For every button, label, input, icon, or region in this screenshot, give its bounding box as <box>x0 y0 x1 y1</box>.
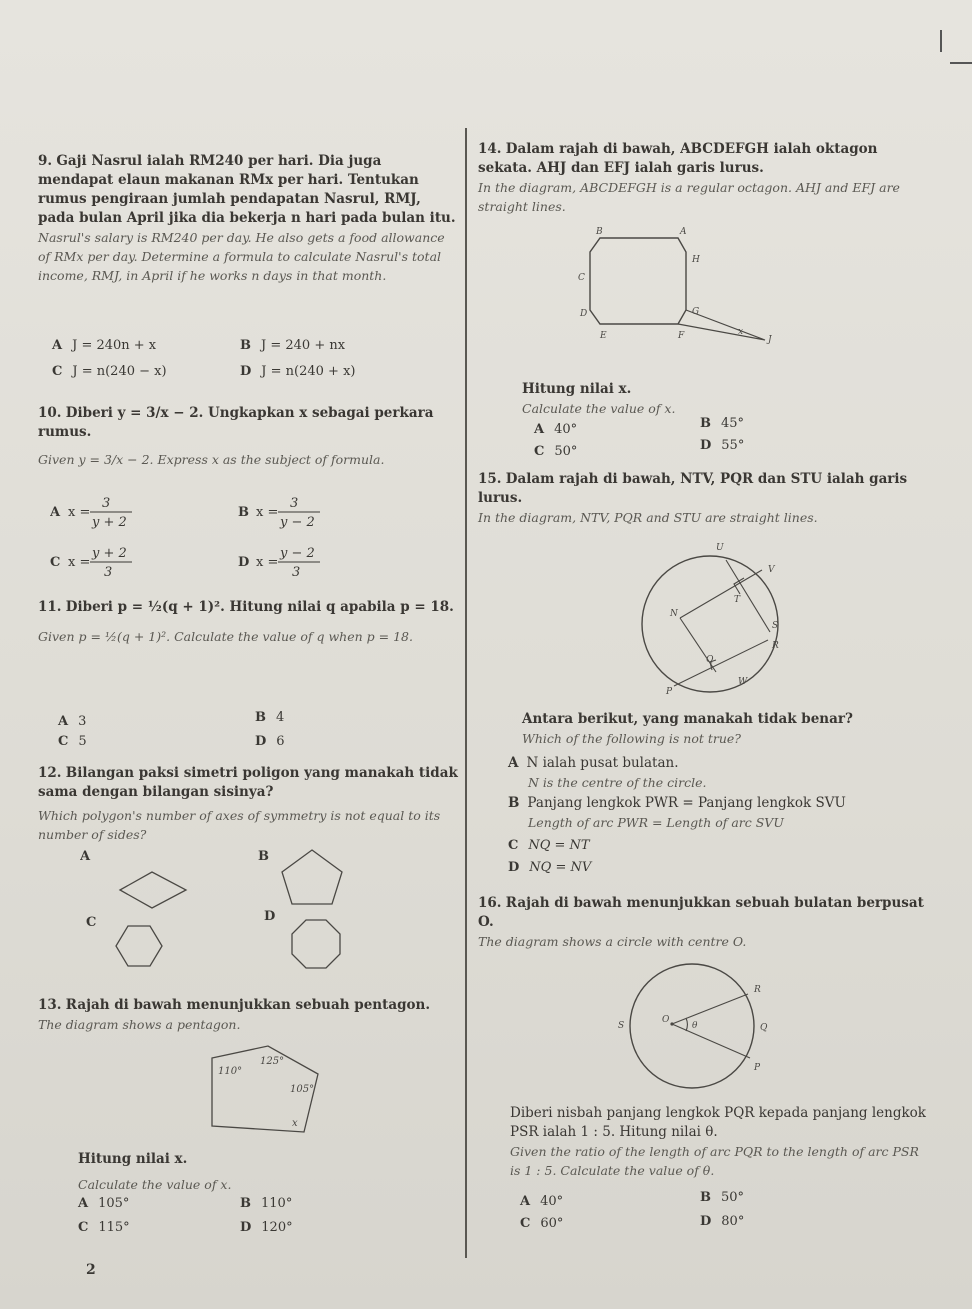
page-number: 2 <box>86 1262 96 1278</box>
question-text-ms: Rajah di bawah menunjukkan sebuah bulatan berpusat O. <box>478 895 924 930</box>
question-text-ms: Diberi y = 3/x − 2. Ungkapkan x sebagai perkara rumus. <box>38 405 434 440</box>
option-text: 50° <box>721 1190 745 1205</box>
point-label: Q <box>760 1023 768 1033</box>
question-13 <box>38 996 458 1034</box>
option-text: 5 <box>78 734 87 749</box>
option-text: 40° <box>540 1194 564 1209</box>
vertex-label: E <box>600 331 607 341</box>
option-text: 40° <box>554 422 578 437</box>
q10-d-denominator: 3 <box>292 565 301 580</box>
option-text: J = 240 + nx <box>261 338 346 353</box>
question-text-en: Nasrul's salary is RM240 per day. He also gets a food allowance of RMx per day. Determine a formula to calculate Nasrul's total income, RMJ, in April if he works n days in that month. <box>38 230 445 283</box>
q11-option-b[interactable]: B 4 <box>255 710 285 725</box>
option-text-ms: Panjang lengkok PWR = Panjang lengkok SVU <box>527 795 846 811</box>
option-text: 55° <box>721 438 745 453</box>
option-text: 50° <box>554 444 578 459</box>
vertex-label: J <box>768 335 772 345</box>
q13-pentagon-diagram <box>200 1030 350 1140</box>
question-text-en: In the diagram, NTV, PQR and STU are straight lines. <box>478 510 818 525</box>
option-text: 120° <box>261 1220 293 1235</box>
q15-option-c[interactable]: C NQ = NT <box>508 838 590 853</box>
option-text: NQ = NT <box>528 838 590 853</box>
q10-options <box>50 494 430 584</box>
angle-arc <box>686 1018 687 1031</box>
option-text-en: N is the centre of the circle. <box>528 775 707 790</box>
point-label: P <box>754 1063 761 1073</box>
question-number: 10. <box>38 405 62 421</box>
question-text-ms: Rajah di bawah menunjukkan sebuah pentagon. <box>65 997 431 1013</box>
point-label: S <box>618 1021 625 1031</box>
question-15 <box>478 470 926 527</box>
q13-option-a[interactable]: A 105° <box>78 1196 130 1211</box>
question-text-en: Calculate the value of x. <box>522 401 676 416</box>
question-number: 9. <box>38 153 53 169</box>
option-text: 110° <box>261 1196 293 1211</box>
q14-option-d[interactable]: D 55° <box>700 438 745 453</box>
q16-option-b[interactable]: B 50° <box>700 1190 745 1205</box>
question-text-ms: Hitung nilai x. <box>78 1151 188 1167</box>
option-text: 4 <box>276 710 285 725</box>
q14-option-b[interactable]: B 45° <box>700 416 745 431</box>
question-text-ms: Dalam rajah di bawah, ABCDEFGH ialah oktagon sekata. AHJ dan EFJ ialah garis lurus. <box>478 141 878 176</box>
question-text-en: The diagram shows a circle with centre O. <box>478 934 747 949</box>
question-text-ms: Diberi p = ½(q + 1)². Hitung nilai q apabila p = 18. <box>65 599 454 615</box>
q11-option-a[interactable]: A 3 <box>58 714 87 729</box>
q14-option-c[interactable]: C 50° <box>534 444 578 459</box>
q14-instruction <box>522 380 922 418</box>
q15-instruction <box>522 710 922 748</box>
q10-a-denominator: y + 2 <box>92 515 127 530</box>
question-text-en: Calculate the value of x. <box>78 1177 232 1192</box>
question-text-ms: Diberi nisbah panjang lengkok PQR kepada panjang lengkok PSR ialah 1 : 5. Hitung nilai θ. <box>510 1105 926 1140</box>
option-text-en: Length of arc PWR = Length of arc SVU <box>528 815 784 830</box>
q16-circle-diagram <box>612 958 792 1098</box>
question-text-ms: Hitung nilai x. <box>522 381 632 397</box>
q15-option-b[interactable]: B Panjang lengkok PWR = Panjang lengkok SVU Length of arc PWR = Length of arc SVU <box>508 794 928 832</box>
question-text-ms: Bilangan paksi simetri poligon yang manakah tidak sama dengan bilangan sisinya? <box>38 765 458 800</box>
octagon-shape <box>590 238 686 324</box>
point-label: U <box>716 543 724 553</box>
line-pqr <box>674 640 768 686</box>
question-text-en: Given y = 3/x − 2. Express x as the subject of formula. <box>38 452 385 467</box>
corner-mark <box>940 30 942 52</box>
q10-d-lhs: x = <box>256 555 279 570</box>
angle-label: θ <box>692 1021 698 1031</box>
point-label: N <box>670 609 678 619</box>
q10-b-numerator: 3 <box>290 496 299 511</box>
q10-option-d[interactable]: D <box>238 555 250 570</box>
option-text: 3 <box>78 714 87 729</box>
question-text-en: In the diagram, ABCDEFGH is a regular octagon. AHJ and EFJ are straight lines. <box>478 180 900 214</box>
q10-c-lhs: x = <box>68 555 91 570</box>
q9-option-d[interactable]: D J = n(240 + x) <box>240 364 356 379</box>
question-12 <box>38 764 458 844</box>
point-label: S <box>772 621 779 631</box>
angle-label: x <box>738 327 744 337</box>
q16-option-c[interactable]: C 60° <box>520 1216 564 1231</box>
vertex-label: B <box>596 227 603 237</box>
point-label: R <box>772 641 779 651</box>
question-text-ms: Gaji Nasrul ialah RM240 per hari. Dia juga mendapat elaun makanan RMx per hari. Tentukan rumus pengiraan jumlah pendapatan Nasrul, RMJ, pada bulan April jika dia bekerja n hari pada bulan itu. <box>38 153 456 226</box>
question-text-en: Which of the following is not true? <box>522 731 741 746</box>
question-text-en: Given p = ½(q + 1)². Calculate the value of q when p = 18. <box>38 629 413 644</box>
q16-option-a[interactable]: A 40° <box>520 1194 564 1209</box>
question-text-ms: Dalam rajah di bawah, NTV, PQR dan STU ialah garis lurus. <box>478 471 908 506</box>
q9-option-b[interactable]: B J = 240 + nx <box>240 338 346 353</box>
question-10 <box>38 404 458 469</box>
pentagon-shape[interactable] <box>282 850 342 904</box>
q15-option-a[interactable]: A N ialah pusat bulatan. N is the centre of the circle. <box>508 754 928 792</box>
angle-label: 125° <box>260 1056 285 1067</box>
q12-polygon-options <box>80 848 380 978</box>
option-text: 45° <box>721 416 745 431</box>
vertex-label: A <box>680 227 687 237</box>
point-label: V <box>768 565 775 575</box>
angle-label: 105° <box>290 1084 315 1095</box>
vertex-label: F <box>678 331 685 341</box>
question-number: 14. <box>478 141 502 157</box>
circle-shape <box>642 556 778 692</box>
point-label: T <box>734 595 741 605</box>
centre-point <box>670 1022 673 1025</box>
point-label: P <box>666 687 673 697</box>
question-9 <box>38 152 458 285</box>
question-text-en: The diagram shows a pentagon. <box>38 1017 241 1032</box>
q16-instruction <box>510 1104 926 1180</box>
option-text: 105° <box>98 1196 130 1211</box>
q14-option-a[interactable]: A 40° <box>534 422 578 437</box>
option-text: 80° <box>721 1214 745 1229</box>
option-text: J = 240n + x <box>72 338 157 353</box>
question-11 <box>38 598 458 646</box>
vertex-label: C <box>578 273 585 283</box>
q10-option-b[interactable]: B <box>238 505 249 520</box>
question-number: 16. <box>478 895 502 911</box>
q13-option-b[interactable]: B 110° <box>240 1196 293 1211</box>
q16-option-d[interactable]: D 80° <box>700 1214 745 1229</box>
q10-a-lhs: x = <box>68 505 91 520</box>
radius-op <box>672 1024 750 1058</box>
question-text-en: Which polygon's number of axes of symmetry is not equal to its number of sides? <box>38 808 441 842</box>
q15-circle-diagram <box>630 536 790 700</box>
q12-option-d[interactable]: D <box>264 909 276 924</box>
q10-c-numerator: y + 2 <box>92 546 127 561</box>
point-label: R <box>754 985 761 995</box>
option-text: J = n(240 + x) <box>261 364 356 379</box>
vertex-label: H <box>692 255 700 265</box>
q12-option-c[interactable]: C <box>86 915 97 930</box>
q13-option-c[interactable]: C 115° <box>78 1220 130 1235</box>
line-ntv <box>680 570 762 618</box>
q10-option-c[interactable]: C <box>50 555 61 570</box>
q11-option-d[interactable]: D 6 <box>255 734 285 749</box>
q11-option-c[interactable]: C 5 <box>58 734 87 749</box>
point-label: O <box>662 1015 670 1025</box>
q12-option-a[interactable]: A <box>80 849 91 864</box>
q12-option-b[interactable]: B <box>258 849 269 864</box>
vertex-label: D <box>580 309 588 319</box>
rhombus-shape[interactable] <box>120 872 186 908</box>
question-number: 13. <box>38 997 62 1013</box>
q10-b-denominator: y − 2 <box>280 515 315 530</box>
q10-a-numerator: 3 <box>102 496 111 511</box>
corner-mark <box>950 62 972 64</box>
option-text: 115° <box>98 1220 130 1235</box>
angle-label: x <box>292 1118 298 1129</box>
question-number: 12. <box>38 765 62 781</box>
point-label: W <box>738 677 748 687</box>
question-text-en: Given the ratio of the length of arc PQR to the length of arc PSR is 1 : 5. Calculate the value of θ. <box>510 1144 919 1178</box>
q13-instruction <box>78 1150 458 1194</box>
hexagon-shape[interactable] <box>116 926 162 966</box>
option-text-ms: N ialah pusat bulatan. <box>526 755 679 771</box>
option-text: NQ = NV <box>529 860 592 875</box>
q13-option-d[interactable]: D 120° <box>240 1220 293 1235</box>
question-number: 11. <box>38 599 62 615</box>
q15-option-d[interactable]: D NQ = NV <box>508 860 592 875</box>
q10-option-a[interactable]: A <box>50 505 61 520</box>
point-label: Q <box>706 655 714 665</box>
question-number: 15. <box>478 471 502 487</box>
q10-b-lhs: x = <box>256 505 279 520</box>
q10-c-denominator: 3 <box>104 565 113 580</box>
question-14 <box>478 140 926 216</box>
radius-or <box>672 994 748 1024</box>
question-16 <box>478 894 926 951</box>
option-text: J = n(240 − x) <box>72 364 167 379</box>
option-text: 6 <box>276 734 285 749</box>
q9-option-c[interactable]: C J = n(240 − x) <box>52 364 167 379</box>
option-text: 60° <box>540 1216 564 1231</box>
octagon-shape[interactable] <box>292 920 340 968</box>
column-divider <box>465 128 467 1258</box>
q9-option-a[interactable]: A J = 240n + x <box>52 338 157 353</box>
q10-d-numerator: y − 2 <box>280 546 315 561</box>
line-stu <box>726 560 770 632</box>
question-text-ms: Antara berikut, yang manakah tidak benar? <box>522 711 853 727</box>
q14-octagon-diagram <box>560 222 780 362</box>
vertex-label: G <box>692 307 700 317</box>
angle-label: 110° <box>218 1066 243 1077</box>
